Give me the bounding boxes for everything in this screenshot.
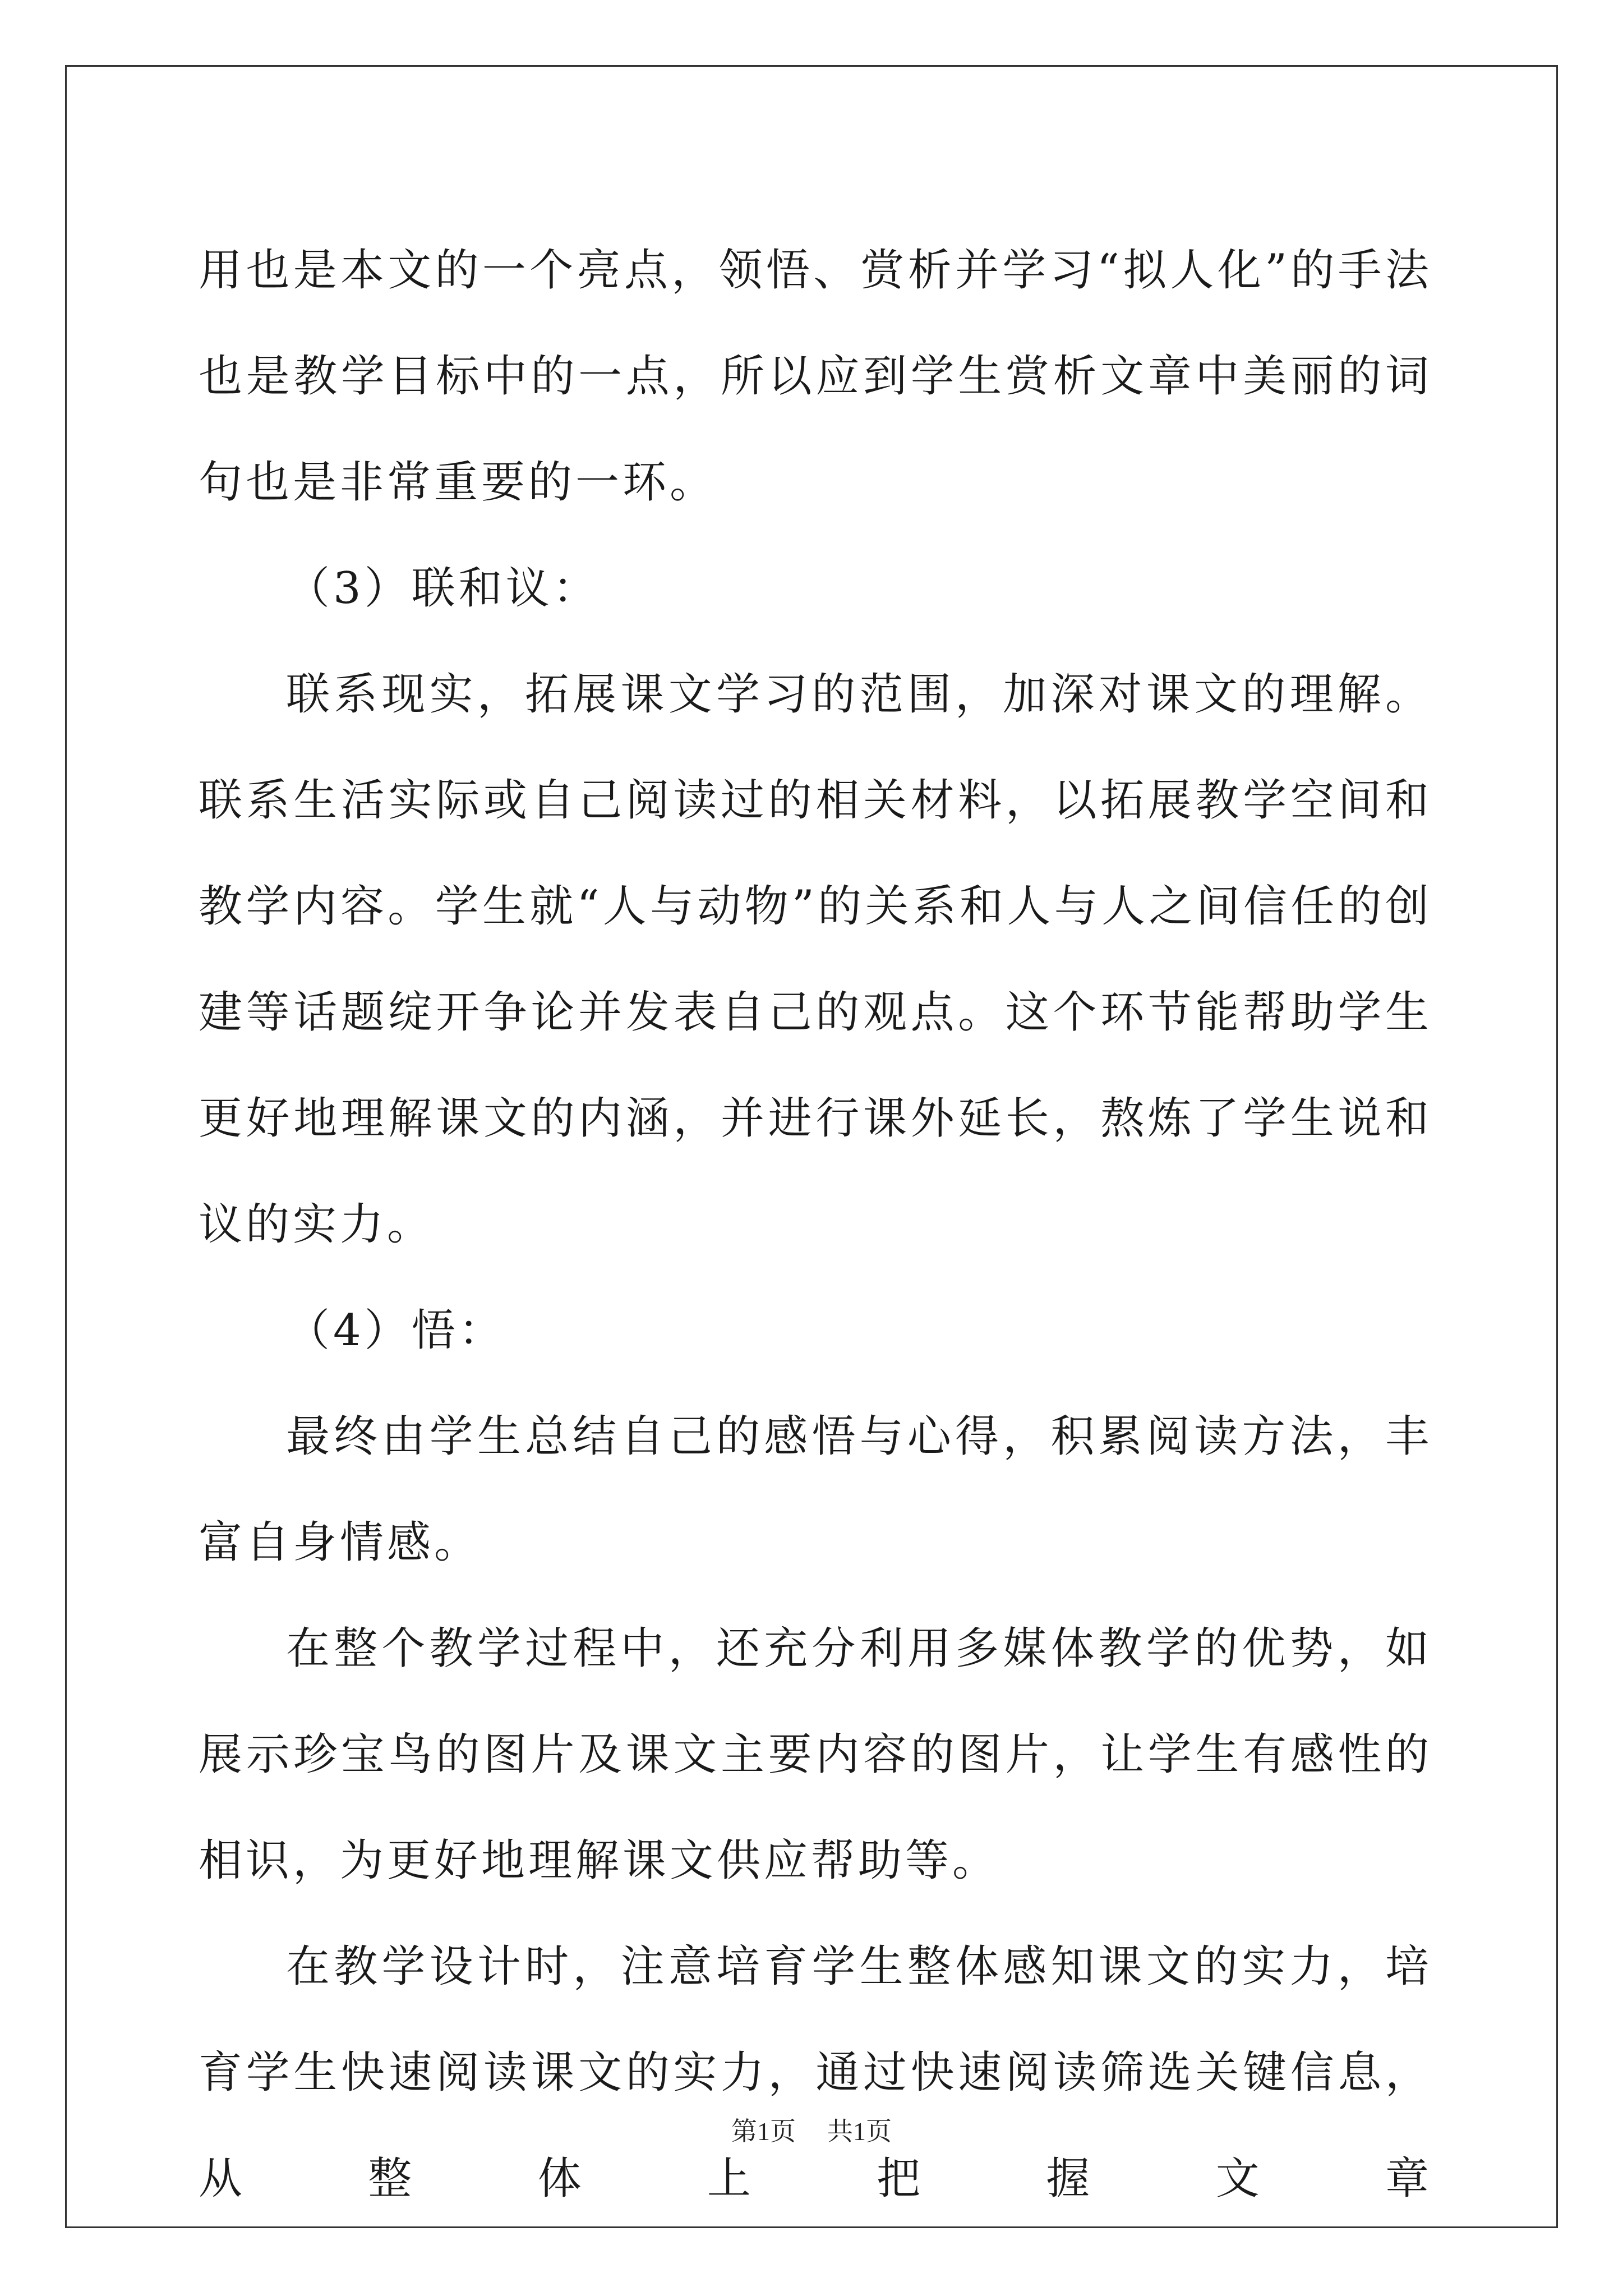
paragraph-5: 最终由学生总结自己的感悟与心得，积累阅读方法，丰富自身情感。	[199, 1411, 1432, 1568]
paragraph-4-heading: （4）悟：	[286, 1305, 506, 1356]
page-number: 第1页	[731, 2117, 796, 2146]
paragraph-1: 用也是本文的一个亮点，领悟、赏析并学习“拟人化”的手法也是教学目标中的一点，所以应到学生赏析文章中美丽的词句也是非常重要的一环。	[199, 245, 1432, 508]
paragraph-2-heading: （3）联和议：	[286, 563, 600, 614]
paragraph-7: 在教学设计时，注意培育学生整体感知课文的实力，培育学生快速阅读课文的实力，通过快速阅读筛选关键信息，从整体上把握文章	[199, 1941, 1432, 2204]
document-body	[199, 218, 1432, 2232]
paragraph-6: 在整个教学过程中，还充分利用多媒体教学的优势，如展示珍宝鸟的图片及课文主要内容的图片，让学生有感性的相识，为更好地理解课文供应帮助等。	[199, 1623, 1432, 1886]
page-total: 共1页	[827, 2117, 892, 2146]
page-footer	[0, 2115, 1623, 2148]
paragraph-3: 联系现实，拓展课文学习的范围，加深对课文的理解。联系生活实际或自己阅读过的相关材料，以拓展教学空间和教学内容。学生就“人与动物”的关系和人与人之间信任的创建等话题绽开争论并发表自己的观点。这个环节能帮助学生更好地理解课文的内涵，并进行课外延长，熬炼了学生说和议的实力。	[199, 669, 1432, 1250]
